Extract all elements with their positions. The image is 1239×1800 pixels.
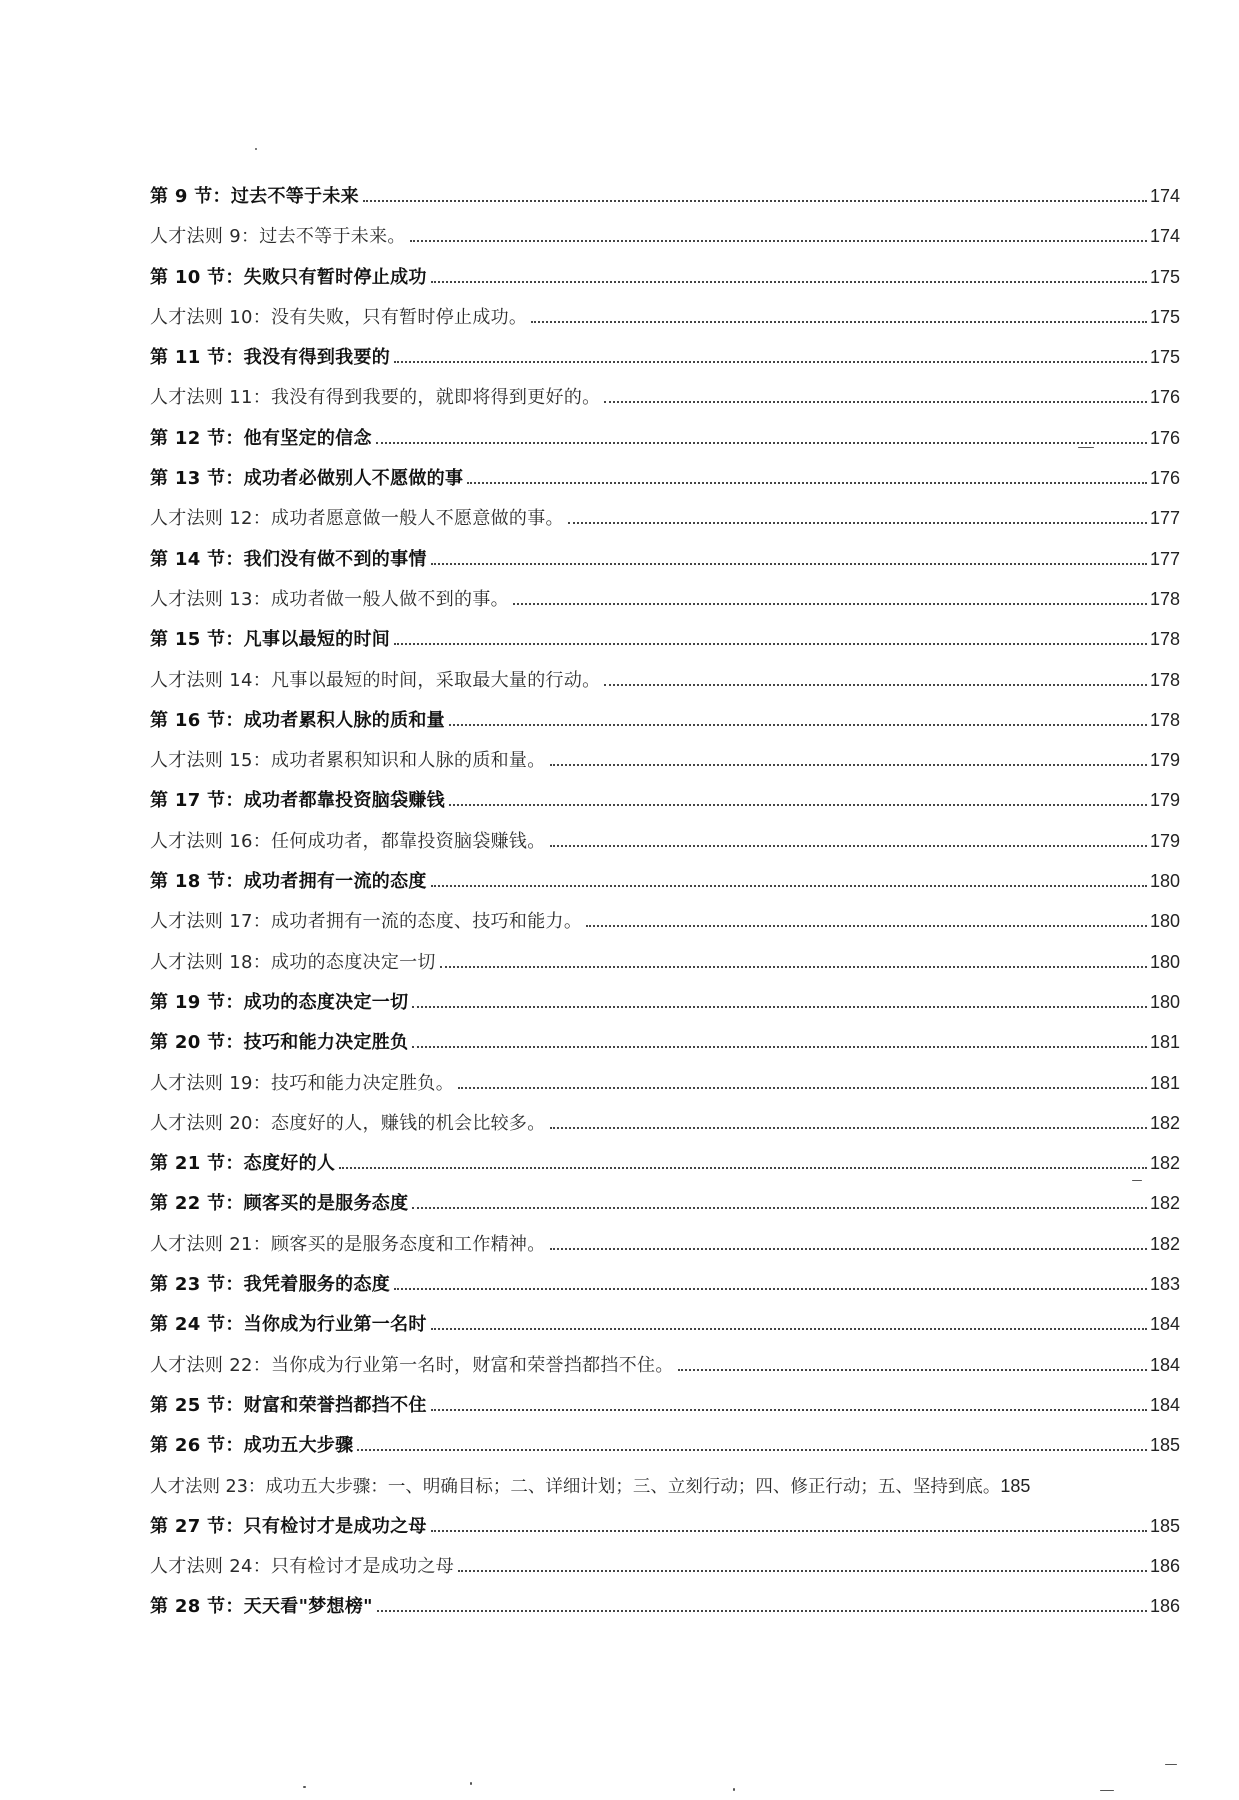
toc-section-entry — [150, 1586, 1180, 1626]
toc-entry-label: 人才法则 19：技巧和能力决定胜负。 — [150, 1072, 455, 1094]
toc-page-number: 178 — [1149, 629, 1180, 650]
toc-rule-entry — [150, 660, 1180, 700]
dot-leader — [431, 1328, 1147, 1330]
dot-leader — [431, 1530, 1147, 1532]
toc-rule-entry — [150, 297, 1180, 337]
dot-leader — [394, 643, 1147, 645]
toc-entry-label: 人才法则 23：成功五大步骤：一、明确目标；二、详细计划；三、立刻行动；四、修正行动；五、坚持到底。 — [150, 1476, 1001, 1497]
toc-section-entry — [150, 780, 1180, 820]
toc-section-entry — [150, 1264, 1180, 1304]
scan-speck — [303, 1786, 306, 1788]
toc-entry-label: 人才法则 21：顾客买的是服务态度和工作精神。 — [150, 1233, 546, 1255]
toc-section-entry — [150, 619, 1180, 659]
toc-section-entry — [150, 176, 1180, 216]
toc-entry-label: 第 14 节：我们没有做不到的事情 — [150, 548, 427, 570]
dot-leader — [394, 1288, 1147, 1290]
toc-page-number: 182 — [1149, 1112, 1180, 1133]
toc-rule-entry — [150, 1224, 1180, 1264]
toc-page-number: 182 — [1149, 1193, 1180, 1214]
toc-page-number: 180 — [1149, 871, 1180, 892]
dot-leader — [394, 361, 1147, 363]
toc-page-number: 174 — [1149, 226, 1180, 247]
toc-section-entry — [150, 982, 1180, 1022]
scan-speck — [1165, 1764, 1177, 1765]
toc-rule-entry — [150, 740, 1180, 780]
toc-section-entry — [150, 1143, 1180, 1183]
toc-page-number: 177 — [1149, 508, 1180, 529]
toc-page-number: 185 — [1149, 1435, 1180, 1456]
toc-section-entry — [150, 257, 1180, 297]
dot-leader — [604, 684, 1147, 686]
toc-entry-label: 人才法则 24：只有检讨才是成功之母 — [150, 1556, 455, 1578]
toc-entry-label: 人才法则 20：态度好的人，赚钱的机会比较多。 — [150, 1112, 546, 1134]
scan-speck — [1100, 1790, 1114, 1791]
toc-entry-label: 人才法则 9：过去不等于未来。 — [150, 226, 406, 248]
scan-speck — [1132, 1180, 1142, 1181]
dot-leader — [458, 1087, 1147, 1089]
toc-page-number: 178 — [1149, 709, 1180, 730]
dot-leader — [431, 563, 1147, 565]
toc-rule-entry — [150, 1466, 1180, 1506]
toc-page-number: 176 — [1149, 387, 1180, 408]
dot-leader — [458, 1570, 1147, 1572]
toc-rule-entry — [150, 216, 1180, 256]
toc-rule-entry — [150, 377, 1180, 417]
dot-leader — [431, 1409, 1147, 1411]
dot-leader — [357, 1449, 1146, 1451]
toc-entry-label: 第 28 节：天天看"梦想榜" — [150, 1596, 373, 1618]
dot-leader — [412, 1207, 1147, 1209]
dot-leader — [410, 240, 1147, 242]
toc-page-number: 186 — [1149, 1596, 1180, 1617]
toc-entry-label: 第 16 节：成功者累积人脉的质和量 — [150, 709, 445, 731]
toc-entry-label: 人才法则 11：我没有得到我要的，就即将得到更好的。 — [150, 387, 601, 409]
toc-entry-label: 第 24 节：当你成为行业第一名时 — [150, 1314, 427, 1336]
toc-section-entry — [150, 1425, 1180, 1465]
toc-entry-label: 第 25 节：财富和荣誉挡都挡不住 — [150, 1394, 427, 1416]
toc-rule-entry — [150, 1345, 1180, 1385]
toc-page-number: 182 — [1149, 1233, 1180, 1254]
toc-entry-label: 人才法则 15：成功者累积知识和人脉的质和量。 — [150, 750, 546, 772]
toc-rule-entry — [150, 901, 1180, 941]
toc-entry-label: 第 22 节：顾客买的是服务态度 — [150, 1193, 409, 1215]
toc-section-entry — [150, 1304, 1180, 1344]
dot-leader — [449, 724, 1147, 726]
toc-entry-label: 第 21 节：态度好的人 — [150, 1153, 336, 1175]
toc-section-entry — [150, 700, 1180, 740]
toc-entry-label: 第 18 节：成功者拥有一流的态度 — [150, 871, 427, 893]
toc-page-number: 178 — [1149, 669, 1180, 690]
dot-leader — [531, 321, 1147, 323]
toc-section-entry — [150, 1183, 1180, 1223]
scan-speck — [733, 1788, 735, 1791]
toc-page-number: 181 — [1149, 1032, 1180, 1053]
dot-leader — [377, 1610, 1147, 1612]
toc-section-entry — [150, 539, 1180, 579]
toc-section-entry — [150, 1385, 1180, 1425]
dot-leader — [467, 482, 1147, 484]
dot-leader — [568, 522, 1147, 524]
toc-rule-entry — [150, 942, 1180, 982]
dot-leader — [449, 804, 1147, 806]
dot-leader — [339, 1167, 1147, 1169]
toc-page-number: 179 — [1149, 790, 1180, 811]
dot-leader — [513, 603, 1147, 605]
toc-page-number: 175 — [1149, 347, 1180, 368]
dot-leader — [586, 925, 1147, 927]
toc-rule-entry — [150, 498, 1180, 538]
toc-section-entry — [150, 1022, 1180, 1062]
toc-page-number: 184 — [1149, 1354, 1180, 1375]
toc-entry-label: 第 9 节：过去不等于未来 — [150, 186, 359, 207]
toc-page-number: 183 — [1149, 1274, 1180, 1295]
toc-entry-label: 第 20 节：技巧和能力决定胜负 — [150, 1032, 409, 1054]
toc-section-entry — [150, 1506, 1180, 1546]
toc-section-entry — [150, 337, 1180, 377]
toc-section-entry — [150, 861, 1180, 901]
toc-page-number: 185 — [1149, 1515, 1180, 1536]
toc-entry-label: 人才法则 14：凡事以最短的时间，采取最大量的行动。 — [150, 669, 601, 691]
toc-entry-label: 第 23 节：我凭着服务的态度 — [150, 1274, 391, 1296]
toc-section-entry — [150, 418, 1180, 458]
toc-rule-entry — [150, 821, 1180, 861]
toc-rule-entry — [150, 579, 1180, 619]
dot-leader — [412, 1046, 1147, 1048]
toc-entry-label: 第 11 节：我没有得到我要的 — [150, 347, 391, 369]
toc-page-number: 179 — [1149, 750, 1180, 771]
toc-entry-label: 第 17 节：成功者都靠投资脑袋赚钱 — [150, 790, 445, 812]
toc-page-number: 174 — [1149, 186, 1180, 206]
toc-page-number: 176 — [1149, 427, 1180, 448]
scan-speck — [1078, 447, 1094, 448]
dot-leader — [412, 1006, 1147, 1008]
toc-page-number: 177 — [1149, 548, 1180, 569]
toc-entry-label: 第 27 节：只有检讨才是成功之母 — [150, 1515, 427, 1537]
toc-entry-label: 人才法则 18：成功的态度决定一切 — [150, 951, 436, 973]
toc-entry-label: 第 15 节：凡事以最短的时间 — [150, 629, 391, 651]
toc-entry-label: 人才法则 22：当你成为行业第一名时，财富和荣誉挡都挡不住。 — [150, 1354, 674, 1376]
toc-rule-entry — [150, 1063, 1180, 1103]
dot-leader — [604, 401, 1147, 403]
toc-page-number: 182 — [1149, 1153, 1180, 1174]
scan-speck — [255, 148, 257, 150]
toc-page-number: 179 — [1149, 830, 1180, 851]
toc-page-number: 184 — [1149, 1394, 1180, 1415]
toc-entry-label: 人才法则 12：成功者愿意做一般人不愿意做的事。 — [150, 508, 564, 530]
dot-leader — [550, 845, 1147, 847]
toc-entry-label: 人才法则 10：没有失败，只有暂时停止成功。 — [150, 306, 528, 328]
toc-page-number: 176 — [1149, 468, 1180, 489]
dot-leader — [363, 200, 1147, 202]
toc-rule-entry — [150, 1103, 1180, 1143]
toc-page-number: 181 — [1149, 1072, 1180, 1093]
table-of-contents — [150, 176, 1180, 1627]
dot-leader — [550, 1127, 1147, 1129]
toc-page-number: 180 — [1149, 951, 1180, 972]
toc-rule-entry — [150, 1546, 1180, 1586]
toc-entry-label: 第 10 节：失败只有暂时停止成功 — [150, 266, 427, 288]
dot-leader — [678, 1369, 1147, 1371]
dot-leader — [440, 966, 1147, 968]
dot-leader — [550, 764, 1147, 766]
toc-entry-label: 第 13 节：成功者必做别人不愿做的事 — [150, 468, 464, 490]
toc-entry-label: 人才法则 16：任何成功者，都靠投资脑袋赚钱。 — [150, 830, 546, 852]
toc-page-number: 180 — [1149, 911, 1180, 932]
toc-page-number: 184 — [1149, 1314, 1180, 1335]
toc-entry-label: 第 19 节：成功的态度决定一切 — [150, 991, 409, 1013]
toc-page-number: 175 — [1149, 266, 1180, 287]
toc-page-number: 185 — [1000, 1475, 1031, 1496]
dot-leader — [550, 1248, 1147, 1250]
scan-speck — [470, 1782, 472, 1785]
toc-entry-label: 第 12 节：他有坚定的信念 — [150, 427, 372, 449]
toc-entry-label: 第 26 节：成功五大步骤 — [150, 1435, 354, 1457]
toc-entry-label: 人才法则 13：成功者做一般人做不到的事。 — [150, 588, 509, 610]
dot-leader — [376, 442, 1147, 444]
dot-leader — [431, 281, 1147, 283]
toc-section-entry — [150, 458, 1180, 498]
toc-page-number: 186 — [1149, 1556, 1180, 1577]
dot-leader — [431, 885, 1147, 887]
toc-page-number: 175 — [1149, 306, 1180, 327]
toc-page-number: 178 — [1149, 588, 1180, 609]
toc-page-number: 180 — [1149, 991, 1180, 1012]
toc-entry-label: 人才法则 17：成功者拥有一流的态度、技巧和能力。 — [150, 911, 583, 933]
